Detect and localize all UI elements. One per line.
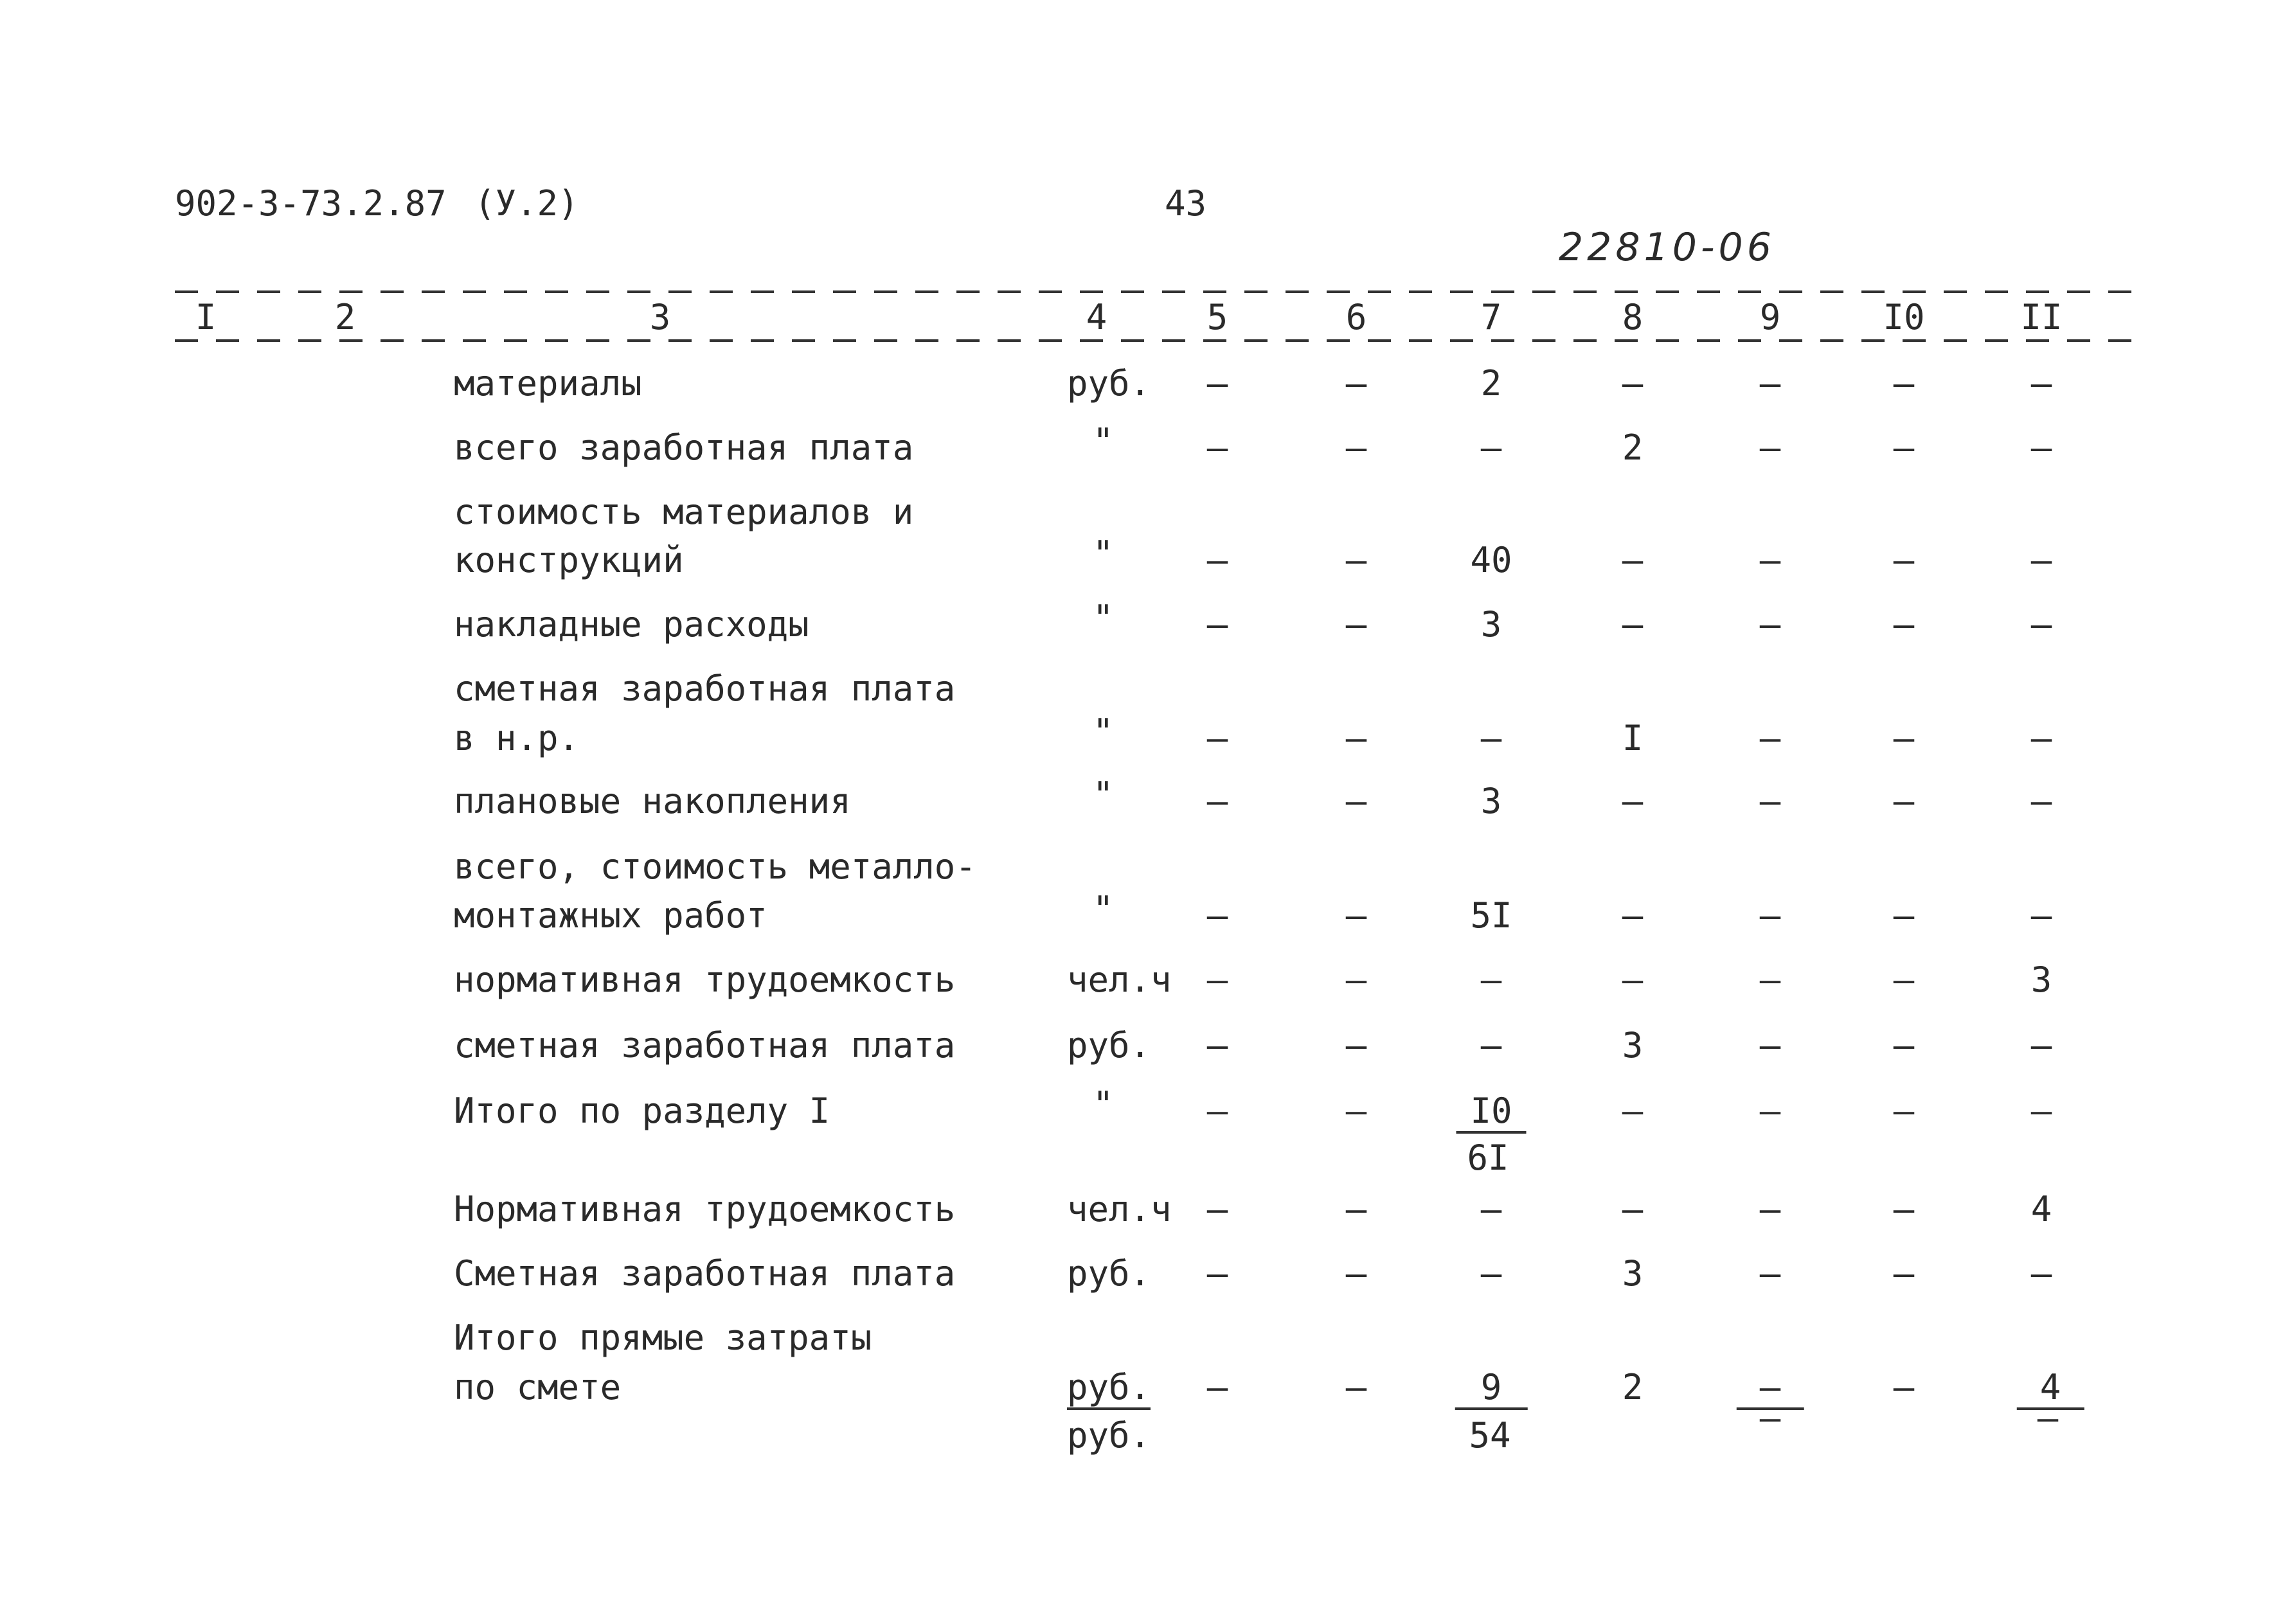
cell-col5: –	[1206, 1091, 1228, 1131]
cell-col10: –	[1893, 1189, 1915, 1229]
cell-col11: 4	[2030, 1189, 2052, 1229]
cell-col8: –	[1622, 781, 1644, 821]
row-unit-ditto: "	[1093, 889, 1114, 929]
row-unit-ditto: "	[1093, 711, 1114, 752]
row-label: стоимость материалов и	[454, 492, 914, 532]
cell-col7-numerator: I0	[1456, 1091, 1526, 1134]
row-label: сметная заработная плата	[454, 668, 956, 709]
cell-col5: –	[1206, 1025, 1228, 1066]
cell-col11: –	[2030, 540, 2052, 580]
cell-col11: –	[2030, 1025, 2052, 1066]
cell-col10: –	[1893, 1091, 1915, 1131]
cell-col11: –	[2030, 363, 2052, 404]
cell-col5: –	[1206, 1367, 1228, 1407]
row-label: всего, стоимость металло-	[454, 846, 976, 887]
document-code: 902-3-73.2.87	[175, 183, 447, 224]
row-label: накладные расходы	[454, 604, 809, 645]
cell-col8: 2	[1622, 1367, 1644, 1407]
cell-col5: –	[1206, 718, 1228, 758]
cell-col9: –	[1759, 363, 1781, 404]
cell-col7: –	[1480, 427, 1502, 468]
row-unit-ditto: "	[1093, 421, 1114, 461]
cell-col9-denominator: –	[1759, 1398, 1781, 1438]
column-number-3: 3	[649, 297, 671, 337]
cell-col8: 2	[1622, 427, 1644, 468]
row-label-continued: конструкций	[454, 540, 684, 580]
column-number-6: 6	[1345, 297, 1367, 337]
cell-col9: –	[1759, 1025, 1781, 1066]
row-label-continued: в н.р.	[454, 718, 580, 758]
cell-col5: –	[1206, 540, 1228, 580]
row-label: сметная заработная плата	[454, 1025, 956, 1066]
cell-col10: –	[1893, 604, 1915, 645]
cell-col5: –	[1206, 604, 1228, 645]
row-label: плановые накопления	[454, 781, 851, 821]
cell-col5: –	[1206, 427, 1228, 468]
cell-col9: –	[1759, 895, 1781, 936]
cell-col5: –	[1206, 1253, 1228, 1294]
cell-col10: –	[1893, 1253, 1915, 1294]
row-unit: руб.	[1067, 363, 1151, 404]
cell-col11-denominator: –	[2037, 1398, 2059, 1438]
cell-col6: –	[1345, 959, 1367, 1000]
cell-col10: –	[1893, 895, 1915, 936]
cell-col10: –	[1893, 781, 1915, 821]
row-unit-numerator: руб.	[1067, 1367, 1151, 1410]
row-label-continued: по смете	[454, 1367, 622, 1407]
header-rule-bottom	[175, 339, 2135, 342]
cell-col6: –	[1345, 1367, 1367, 1407]
row-label: материалы	[454, 363, 642, 404]
cell-col9: –	[1759, 1253, 1781, 1294]
cell-col10: –	[1893, 1367, 1915, 1407]
cell-col9: –	[1759, 718, 1781, 758]
cell-col11: –	[2030, 427, 2052, 468]
cell-col11: 3	[2030, 959, 2052, 1000]
cell-col7-denominator: 6I	[1467, 1138, 1509, 1178]
cell-col6: –	[1345, 1025, 1367, 1066]
cell-col6: –	[1345, 1189, 1367, 1229]
column-number-4: 4	[1086, 297, 1107, 337]
cell-col5: –	[1206, 895, 1228, 936]
cell-col5: –	[1206, 781, 1228, 821]
document-variant: (У.2)	[474, 183, 579, 224]
cell-col10: –	[1893, 540, 1915, 580]
cell-col10: –	[1893, 959, 1915, 1000]
cell-col9: –	[1759, 427, 1781, 468]
cell-col6: –	[1345, 363, 1367, 404]
cell-col9: –	[1759, 1091, 1781, 1131]
cell-col7: 5I	[1470, 895, 1512, 936]
row-label: всего заработная плата	[454, 427, 914, 468]
row-label: Сметная заработная плата	[454, 1253, 956, 1294]
cell-col8: I	[1622, 718, 1644, 758]
row-unit-ditto: "	[1093, 598, 1114, 638]
row-unit: чел.ч	[1067, 1189, 1172, 1229]
column-number-11: II	[2020, 297, 2063, 337]
cell-col6: –	[1345, 781, 1367, 821]
cell-col7: 3	[1480, 604, 1502, 645]
column-number-10: I0	[1883, 297, 1925, 337]
cell-col11: –	[2030, 604, 2052, 645]
cell-col11: –	[2030, 781, 2052, 821]
cell-col8: –	[1622, 363, 1644, 404]
column-number-8: 8	[1622, 297, 1644, 337]
row-label: Итого по разделу I	[454, 1091, 830, 1131]
cell-col10: –	[1893, 1025, 1915, 1066]
cell-col6: –	[1345, 540, 1367, 580]
row-label: Нормативная трудоемкость	[454, 1189, 956, 1229]
cell-col8: –	[1622, 604, 1644, 645]
column-number-5: 5	[1206, 297, 1228, 337]
cell-col9: –	[1759, 540, 1781, 580]
row-label: Итого прямые затраты	[454, 1317, 872, 1358]
cell-col11: –	[2030, 895, 2052, 936]
cell-col7-denominator: 54	[1469, 1415, 1511, 1456]
cell-col10: –	[1893, 718, 1915, 758]
cell-col6: –	[1345, 1091, 1367, 1131]
cell-col8: –	[1622, 540, 1644, 580]
cell-col11: –	[2030, 1253, 2052, 1294]
cell-col6: –	[1345, 427, 1367, 468]
cell-col7: 2	[1480, 363, 1502, 404]
cell-col9: –	[1759, 959, 1781, 1000]
cell-col8: 3	[1622, 1025, 1644, 1066]
cell-col8: 3	[1622, 1253, 1644, 1294]
header-rule-top	[175, 290, 2135, 293]
row-unit: чел.ч	[1067, 959, 1172, 1000]
cell-col6: –	[1345, 604, 1367, 645]
cell-col7: –	[1480, 959, 1502, 1000]
cell-col5: –	[1206, 363, 1228, 404]
cell-col6: –	[1345, 895, 1367, 936]
cell-col5: –	[1206, 959, 1228, 1000]
page-number: 43	[1165, 183, 1207, 224]
cell-col11: –	[2030, 718, 2052, 758]
cell-col7: –	[1480, 718, 1502, 758]
column-number-7: 7	[1480, 297, 1502, 337]
cell-col7: –	[1480, 1025, 1502, 1066]
column-number-1: I	[195, 297, 217, 337]
row-unit-denominator: руб.	[1067, 1415, 1151, 1456]
cell-col9: –	[1759, 1189, 1781, 1229]
inventory-stamp: 22810-06	[1559, 225, 1775, 270]
cell-col6: –	[1345, 1253, 1367, 1294]
row-label-continued: монтажных работ	[454, 895, 767, 936]
cell-col6: –	[1345, 718, 1367, 758]
cell-col11-numerator: 4	[2017, 1367, 2084, 1410]
cell-col8: –	[1622, 895, 1644, 936]
cell-col7: –	[1480, 1189, 1502, 1229]
cell-col8: –	[1622, 1189, 1644, 1229]
row-unit: руб.	[1067, 1025, 1151, 1066]
cell-col9: –	[1759, 781, 1781, 821]
cell-col9: –	[1759, 604, 1781, 645]
cell-col8: –	[1622, 959, 1644, 1000]
cell-col5: –	[1206, 1189, 1228, 1229]
cell-col7-numerator: 9	[1455, 1367, 1528, 1410]
row-label: нормативная трудоемкость	[454, 959, 956, 1000]
cell-col11: –	[2030, 1091, 2052, 1131]
cell-col7: –	[1480, 1253, 1502, 1294]
cell-col7: 3	[1480, 781, 1502, 821]
row-unit: руб.	[1067, 1253, 1151, 1294]
cell-col10: –	[1893, 427, 1915, 468]
cell-col8: –	[1622, 1091, 1644, 1131]
cell-col10: –	[1893, 363, 1915, 404]
row-unit-ditto: "	[1093, 533, 1114, 574]
row-unit-ditto: "	[1093, 774, 1114, 815]
column-number-2: 2	[334, 297, 356, 337]
column-number-9: 9	[1759, 297, 1781, 337]
row-unit-ditto: "	[1093, 1084, 1114, 1125]
cell-col7: 40	[1470, 540, 1512, 580]
cell-col9-numerator: –	[1737, 1367, 1804, 1410]
